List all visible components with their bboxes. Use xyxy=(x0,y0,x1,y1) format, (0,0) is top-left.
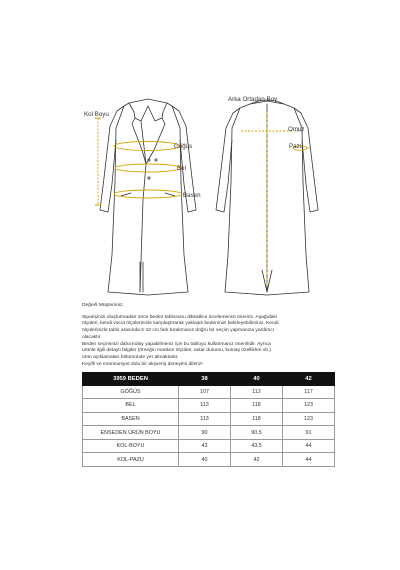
bel-label: Bel xyxy=(177,165,186,172)
gogus-guide xyxy=(114,142,180,151)
table-cell: 118 xyxy=(231,399,283,413)
front-body-outline xyxy=(108,99,188,295)
table-cell: 123 xyxy=(283,399,335,413)
row-label: BEL xyxy=(83,399,179,413)
table-cell: 107 xyxy=(179,385,231,399)
front-right-lapel xyxy=(146,103,167,164)
table-cell: 113 xyxy=(179,399,231,413)
kol-boyu-label: Kol Boyu xyxy=(84,111,109,118)
omuz-label: Omuz xyxy=(288,126,305,133)
table-row xyxy=(83,412,335,426)
row-label: KOL-PAZU xyxy=(83,453,179,467)
basen-guide xyxy=(114,190,182,198)
note-line: ürün açıklamaları bölümünde yer almaktadır. xyxy=(82,354,179,360)
gogus-label: Göğüs xyxy=(174,143,193,150)
header-cell: 38 xyxy=(179,373,231,386)
table-cell: 40 xyxy=(179,453,231,467)
table-row xyxy=(83,439,335,453)
table-cell: 42 xyxy=(231,453,283,467)
table-cell: 43 xyxy=(179,439,231,453)
table-cell: 44 xyxy=(283,453,335,467)
table-row xyxy=(83,399,335,413)
table-row xyxy=(83,385,335,399)
greeting: Değerli Müşterimiz, xyxy=(82,303,124,308)
row-label: ENSEDEN ÜRÜN BOYU xyxy=(83,426,179,440)
customer-note xyxy=(82,303,322,368)
front-left-pocket xyxy=(121,193,131,196)
note-line: ölçüleri, kendi vücut ölçülerinizle karşılaştırarak yaklaşık bedeninizi belirleyebilirsiniz. Kendi xyxy=(82,321,279,327)
header-cell: 42 xyxy=(283,373,335,386)
note-line: Beden seçiminizi daha kolay yapabilmeniz için bu tabloyu kullanmanız önemlidir. Ayrıca xyxy=(82,341,271,347)
note-line: Siparişinizi oluşturmadan önce beden tablosunu dikkatlice incelemenizi öneririz. Aşağıdaki xyxy=(82,314,277,320)
table-cell: 118 xyxy=(231,412,283,426)
table-cell: 44 xyxy=(283,439,335,453)
table-row xyxy=(83,453,335,467)
row-label: BASEN xyxy=(83,412,179,426)
arka-ortadan-boy-label: Arka Ortadan Boy xyxy=(228,96,278,103)
note-line: olacaktır. xyxy=(82,334,102,340)
table-row xyxy=(83,426,335,440)
row-label: GÖĞÜS xyxy=(83,385,179,399)
front-left-lapel xyxy=(129,103,146,164)
note-line: Keyifli ve memnuniyet dolu bir alışveriş deneyimi dileriz! xyxy=(82,361,203,367)
table-cell: 117 xyxy=(283,385,335,399)
header-cell: 3959 BEDEN xyxy=(83,373,179,386)
table-cell: 91 xyxy=(283,426,335,440)
front-collar xyxy=(135,106,162,121)
table-cell: 90,5 xyxy=(231,426,283,440)
row-label: KOL-BOYU xyxy=(83,439,179,453)
note-line: ölçülerinizle tablo arasında 5-10 cm fark bırakmanız doğru bir seçim yapmanıza yardımcı xyxy=(82,328,275,334)
table-cell: 112 xyxy=(231,385,283,399)
bel-guide xyxy=(115,164,181,172)
table-cell: 90 xyxy=(179,426,231,440)
header-cell: 40 xyxy=(231,373,283,386)
table-cell: 113 xyxy=(179,412,231,426)
table-cell: 123 xyxy=(283,412,335,426)
back-right-sleeve xyxy=(294,108,318,212)
pazu-label: Pazu xyxy=(289,143,304,150)
table-cell: 43,5 xyxy=(231,439,283,453)
back-left-sleeve xyxy=(216,108,240,212)
size-table xyxy=(82,372,335,467)
table-header-row xyxy=(83,373,335,386)
measurement-guides xyxy=(95,112,307,286)
front-view xyxy=(100,99,196,295)
basen-label: Basen xyxy=(183,192,201,199)
note-line: ürünle ilgili detaylı bilgiler (örneğin manken ölçüleri, astar durumu, kumaş özellikleri vb.) xyxy=(82,348,271,354)
front-right-pocket xyxy=(165,193,175,196)
